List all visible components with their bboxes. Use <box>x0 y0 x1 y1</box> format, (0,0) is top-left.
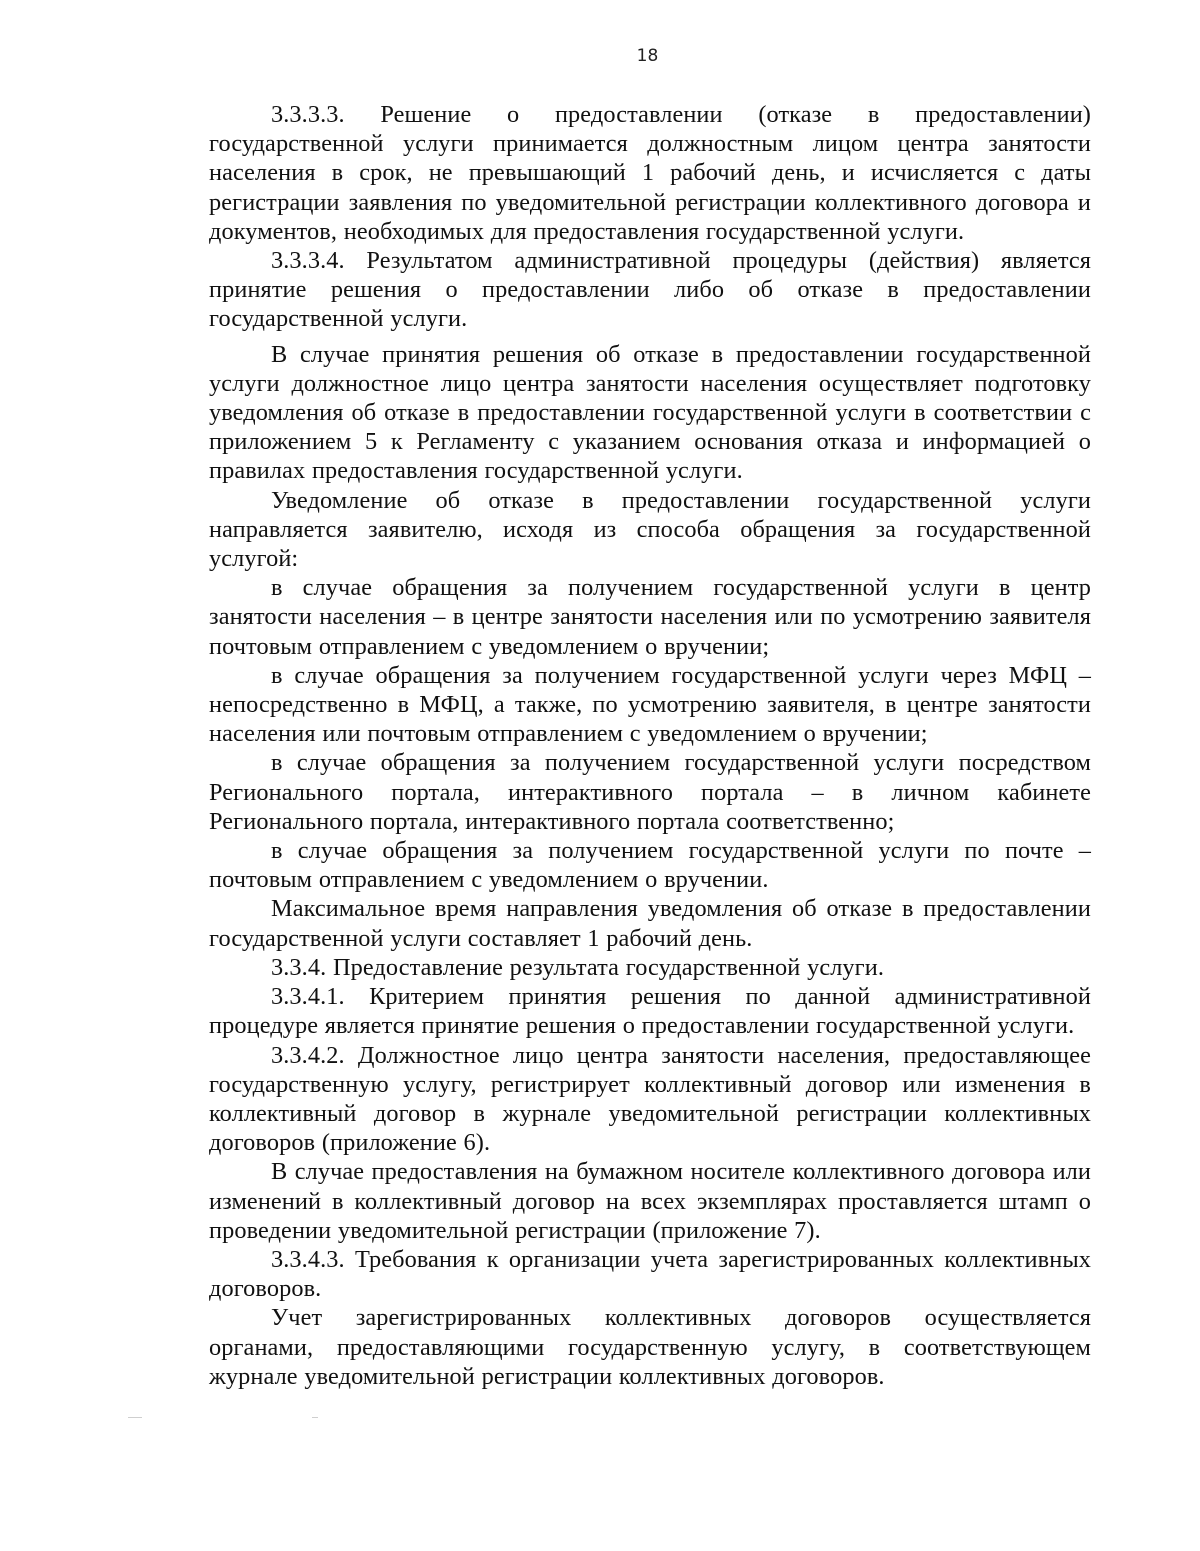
paragraph-stamp-registration: В случае предоставления на бумажном носителе коллективного договора или изменений в коллективный договор на всех экземплярах проставляется штамп о проведении уведомительной регистрации (приложение 7). <box>209 1158 1091 1244</box>
paragraph-3-3-4: 3.3.4. Предоставление результата государственной услуги. <box>271 953 885 981</box>
paragraph-refusal-notice-preparation: В случае принятия решения об отказе в предоставлении государственной услуги должностное лицо центра занятости населения осуществляет подготовку уведомления об отказе в предоставлении государственной услуги в соответствии с приложением 5 к Регламенту с указанием основания отказа и информацией о правилах предоставления государственной услуги. <box>209 340 1091 485</box>
scan-speck <box>312 1417 318 1418</box>
paragraph-registration-accounting: Учет зарегистрированных коллективных договоров осуществляется органами, предоставляющими государственную услугу, в соответствующем журнале уведомительной регистрации коллективных договоров. <box>209 1304 1091 1390</box>
scan-speck <box>128 1417 142 1418</box>
paragraph-3-3-3-3: 3.3.3.3. Решение о предоставлении (отказе в предоставлении) государственной услуги принимается должностным лицом центра занятости населения в срок, не превышающий 1 рабочий день, и исчисляется с даты регистрации заявления по уведомительной регистрации коллективного договора и документов, необходимых для предоставления государственной услуги. <box>209 101 1091 245</box>
document-body <box>209 100 1091 1391</box>
paragraph-delivery-mail: в случае обращения за получением государственной услуги по почте – почтовым отправлением с уведомлением о вручении. <box>209 837 1091 894</box>
paragraph-3-3-4-1: 3.3.4.1. Критерием принятия решения по данной административной процедуре является принятие решения о предоставлении государственной услуги. <box>209 983 1091 1040</box>
paragraph-max-notice-time: Максимальное время направления уведомления об отказе в предоставлении государственной услуги составляет 1 рабочий день. <box>209 895 1091 952</box>
paragraph-delivery-portal: в случае обращения за получением государственной услуги посредством Регионального портала, интерактивного портала – в личном кабинете Регионального портала, интерактивного портала соответственно; <box>209 749 1091 835</box>
paragraph-3-3-4-2: 3.3.4.2. Должностное лицо центра занятости населения, предоставляющее государственную услугу, регистрирует коллективный договор или изменения в коллективный договор в журнале уведомительной регистрации коллективных договоров (приложение 6). <box>209 1041 1091 1157</box>
paragraph-3-3-3-4: 3.3.3.4. Результатом административной процедуры (действия) является принятие решения о предоставлении либо об отказе в предоставлении государственной услуги. <box>209 247 1091 333</box>
paragraph-3-3-4-3: 3.3.4.3. Требования к организации учета зарегистрированных коллективных договоров. <box>209 1245 1091 1303</box>
page-number: 18 <box>636 46 659 66</box>
paragraph-refusal-notice-delivery: Уведомление об отказе в предоставлении государственной услуги направляется заявителю, исходя из способа обращения за государственной услугой: <box>209 486 1091 573</box>
paragraph-delivery-mfc: в случае обращения за получением государственной услуги через МФЦ – непосредственно в МФЦ, а также, по усмотрению заявителя, в центре занятости населения или почтовым отправлением с уведомлением о вручении; <box>209 661 1091 748</box>
paragraph-delivery-employment-center: в случае обращения за получением государственной услуги в центр занятости населения – в центре занятости населения или по усмотрению заявителя почтовым отправлением с уведомлением о вручении; <box>209 574 1091 660</box>
